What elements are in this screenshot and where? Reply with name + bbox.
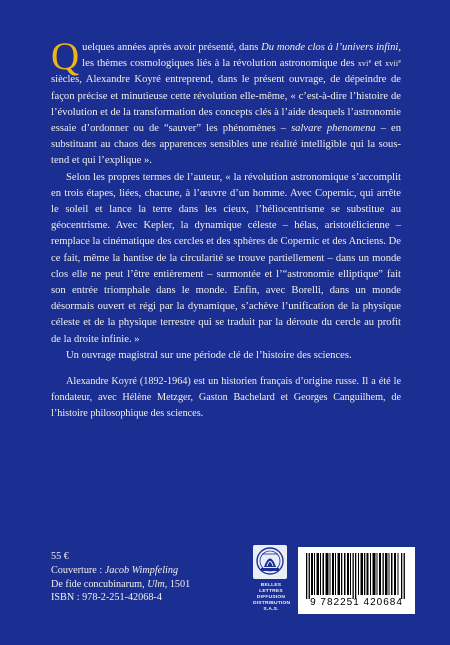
price: 55 € [51, 551, 69, 562]
paragraph-summary: Un ouvrage magistral sur une période clé de l’histoire des sciences. [66, 349, 352, 361]
latin-phrase: salvare phenomena [291, 123, 376, 135]
cover-source: De fide concubinarum, Ulm, 1501 [51, 578, 191, 590]
isbn: ISBN : 978-2-251-42068-4 [51, 592, 162, 604]
barcode [298, 547, 415, 614]
publisher-logo [253, 545, 289, 619]
book-title-italic: Du monde clos à l’univers infini [261, 42, 399, 53]
publisher-emblem-icon [253, 545, 287, 579]
barcode-number: 9 782251 420684 [310, 597, 403, 608]
publisher-name: BELLES LETTRES DIFFUSION DISTRIBUTION S.A.S. [253, 583, 291, 613]
cover-credit: Couverture : Jacob Wimpfeling [51, 564, 179, 576]
blurb [51, 35, 402, 421]
cover-credits [51, 550, 271, 605]
paragraph-quote: Selon les propres termes de l’auteur, « la révolution astronomique s’accomplit en trois étapes, liées, chacune, à l’œuvre d’un homme. Avec Copernic, qui arrête le soleil et lance la terre dans les cieux, l’héliocentrisme se substitue au géocentrisme. Avec Kepler, la dynamique céleste – hélas, aristotélicienne – remplace la cinématique des cercles et des sphères de Copernic et des Anciens. De ce fait, même la hantise de la circularité se trouve partiellement – dans un monde clos elle ne peut l’être entièrement – surmontée et l’“astronomie elliptique” fait son entrée triomphale dans le monde. Enfin, avec Borelli, dans un monde désormais ouvert et régi par la dynamique, s’achève l’unification de la physique céleste et de la physique terrestre qui se traduit par la déroute du cercle au profit de la droite infinie. » [51, 171, 401, 345]
barcode-bars-icon [306, 553, 407, 599]
paragraph-intro: Quelques années après avoir présenté, dans Du monde clos à l’univers infini, les thèmes cosmologiques liés à la révolution astronomique des xvi$^e$ et xvii$^e$ siècles, Alexandre Koyré entreprend, dans le présent ouvrage, de dépeindre de façon précise et minutieuse cette révolution elle-même, « c’est-à-dire l’histoire de l’évolution et de la transformation des concepts clés à l’aide desquels l’astronomie essaie d’ordonner ou de “sauver” les phénomènes – salvare phenomena – en substituant au chaos des apparences sensibles une réalité intelligible qui la sous-tend et qui l’explique ». [51, 35, 402, 167]
author-bio: Alexandre Koyré (1892-1964) est un historien français d’origine russe. Il a été le fondateur, avec Hélène Metzger, Gaston Bachelard et Georges Canguilhem, de l’histoire philosophique des sciences. [51, 376, 401, 419]
drop-cap: Q [51, 35, 80, 78]
